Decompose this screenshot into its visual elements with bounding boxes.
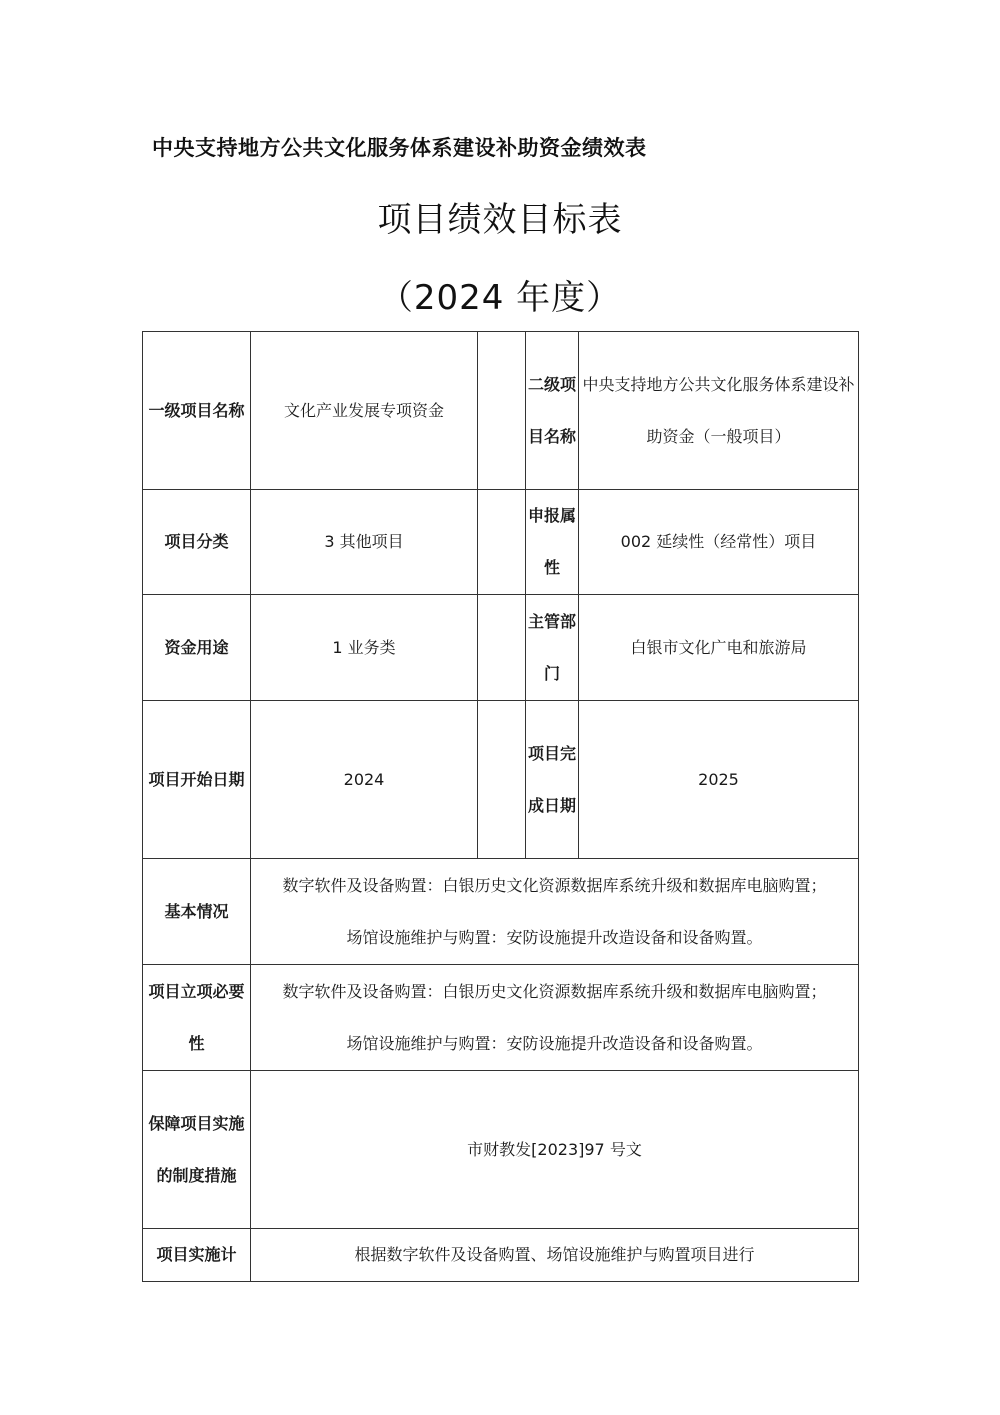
plan-value: 根据数字软件及设备购置、场馆设施维护与购置项目进行 <box>251 1229 859 1282</box>
table-row <box>143 595 859 701</box>
spacer-cell <box>478 490 526 595</box>
level1-name-value: 文化产业发展专项资金 <box>251 332 478 490</box>
basic-info-line: 场馆设施维护与购置：安防设施提升改造设备和设备购置。 <box>346 927 763 947</box>
necessity-label: 项目立项必要性 <box>143 965 251 1071</box>
spacer-cell <box>478 595 526 701</box>
spacer-cell <box>478 701 526 859</box>
start-date-value: 2024 <box>251 701 478 859</box>
usage-value: 1 业务类 <box>251 595 478 701</box>
document-year: （2024 年度） <box>378 278 622 318</box>
spacer-cell <box>478 332 526 490</box>
plan-label: 项目实施计 <box>143 1229 251 1282</box>
measures-value: 市财教发[2023]97 号文 <box>251 1071 859 1229</box>
basic-info-value <box>251 859 859 965</box>
document-heading: 中央支持地方公共文化服务体系建设补助资金绩效表 <box>152 135 647 160</box>
measures-label: 保障项目实施的制度措施 <box>143 1071 251 1229</box>
category-label: 项目分类 <box>143 490 251 595</box>
table-row <box>143 332 859 490</box>
basic-info-label: 基本情况 <box>143 859 251 965</box>
category-value: 3 其他项目 <box>251 490 478 595</box>
document-title: 项目绩效目标表 <box>377 200 623 240</box>
start-date-label: 项目开始日期 <box>143 701 251 859</box>
necessity-line: 场馆设施维护与购置：安防设施提升改造设备和设备购置。 <box>346 1033 763 1053</box>
attribute-value: 002 延续性（经常性）项目 <box>579 490 859 595</box>
end-date-value: 2025 <box>579 701 859 859</box>
necessity-value <box>251 965 859 1071</box>
table-row <box>143 1071 859 1229</box>
usage-label: 资金用途 <box>143 595 251 701</box>
department-value: 白银市文化广电和旅游局 <box>579 595 859 701</box>
project-performance-table <box>142 331 859 1282</box>
level2-name-value: 中央支持地方公共文化服务体系建设补助资金（一般项目） <box>579 332 859 490</box>
necessity-line: 数字软件及设备购置：白银历史文化资源数据库系统升级和数据库电脑购置； <box>282 981 827 1001</box>
basic-info-line: 数字软件及设备购置：白银历史文化资源数据库系统升级和数据库电脑购置； <box>282 875 827 895</box>
table-row <box>143 701 859 859</box>
level2-name-label: 二级项目名称 <box>526 332 579 490</box>
table-row <box>143 1229 859 1282</box>
table-row <box>143 965 859 1071</box>
department-label: 主管部门 <box>526 595 579 701</box>
table-row <box>143 490 859 595</box>
end-date-label: 项目完成日期 <box>526 701 579 859</box>
level1-name-label: 一级项目名称 <box>143 332 251 490</box>
table-row <box>143 859 859 965</box>
attribute-label: 申报属性 <box>526 490 579 595</box>
